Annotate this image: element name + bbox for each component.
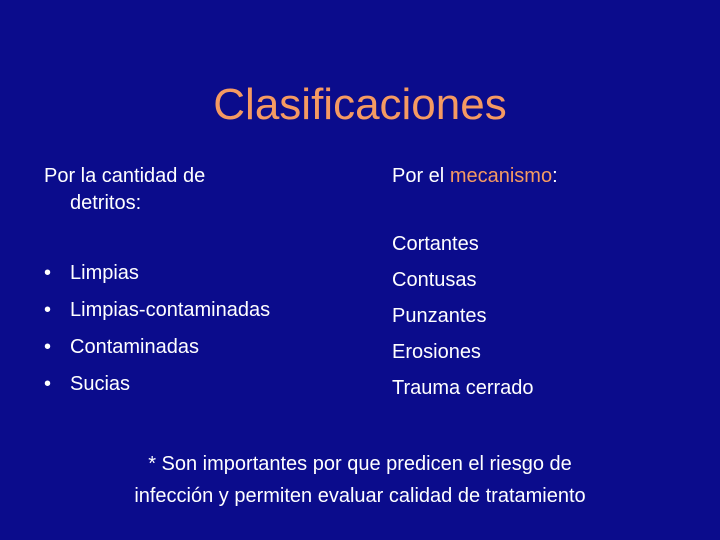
left-column-heading	[44, 163, 205, 217]
list-item-label: Limpias	[70, 262, 139, 284]
list-item-label: Limpias-contaminadas	[70, 299, 271, 321]
list-item: Cortantes	[392, 233, 479, 255]
footnote-line1: * Son importantes por que predicen el riesgo de	[148, 453, 572, 475]
bullet-icon: •	[44, 299, 52, 321]
right-heading-suffix: :	[552, 165, 558, 187]
list-item: Trauma cerrado	[392, 377, 534, 399]
list-item-label: Sucias	[70, 373, 131, 395]
list-item: Punzantes	[392, 305, 487, 327]
slide-title: Clasificaciones	[213, 80, 507, 129]
bullet-icon: •	[44, 262, 52, 284]
list-item: Erosiones	[392, 341, 481, 363]
list-item: Contusas	[392, 269, 477, 291]
mechanism-list	[392, 228, 534, 408]
right-heading-accent: mecanismo	[449, 165, 553, 187]
cleanliness-list	[44, 258, 270, 406]
list-item	[44, 258, 270, 295]
left-heading-line1: Por la cantidad de	[44, 165, 206, 187]
bullet-icon: •	[44, 336, 52, 358]
left-heading-line2: detritos:	[70, 192, 142, 214]
list-item	[44, 369, 270, 406]
list-item	[44, 332, 270, 369]
footnote	[0, 448, 720, 512]
footnote-line2: infección y permiten evaluar calidad de tratamiento	[134, 485, 586, 507]
list-item-label: Contaminadas	[70, 336, 199, 358]
right-heading-prefix: Por el	[392, 165, 450, 187]
right-column-heading	[392, 163, 558, 190]
list-item	[44, 295, 270, 332]
bullet-icon: •	[44, 373, 52, 395]
